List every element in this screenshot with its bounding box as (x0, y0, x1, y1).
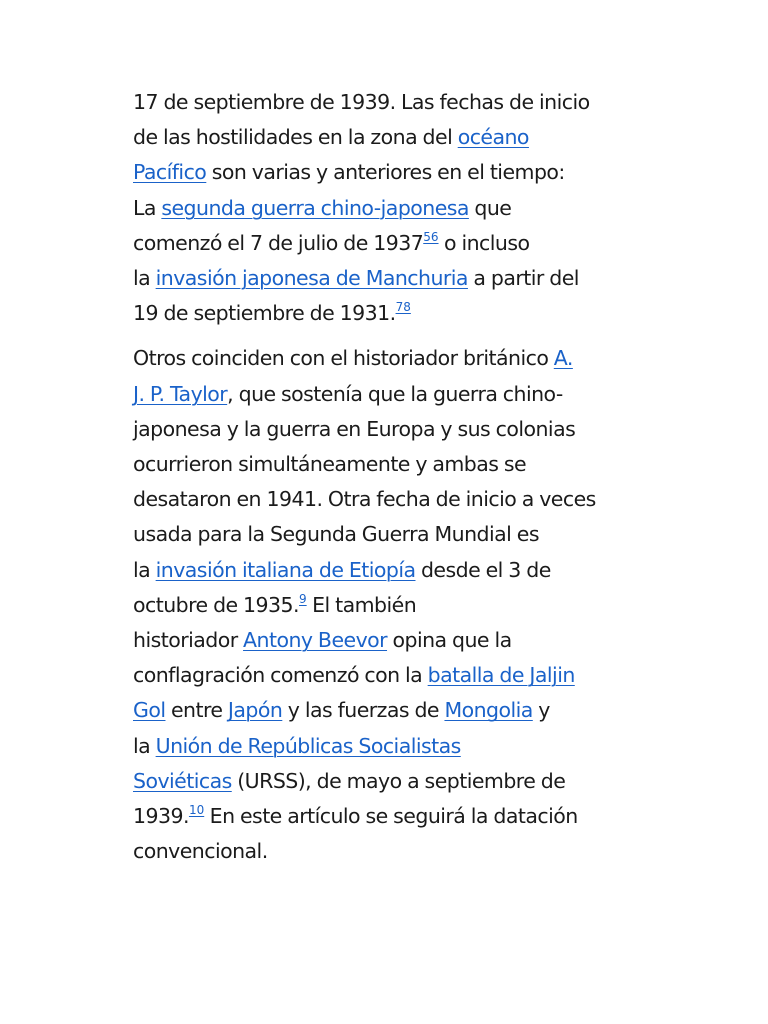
link-batalla-de-jaljin[interactable]: batalla de Jaljin (427, 663, 575, 688)
body-text: ocurrieron simultáneamente y ambas se (133, 452, 527, 477)
body-text: En este artículo se seguirá la datación (204, 804, 578, 829)
body-text: opina que la (387, 628, 512, 653)
link-oceano[interactable]: océano (457, 125, 529, 150)
footnote-superscript (423, 230, 438, 244)
body-text: o incluso (438, 230, 530, 255)
body-text: (URSS), de mayo a septiembre de (231, 768, 566, 793)
body-text: 19 de septiembre de 1931. (133, 301, 396, 326)
link-mongolia[interactable]: Mongolia (444, 698, 533, 723)
body-text: y las fuerzas de (282, 698, 445, 723)
body-text: japonesa y la guerra en Europa y sus colonias (133, 416, 576, 441)
text-line (133, 834, 633, 869)
text-line (133, 588, 633, 623)
body-text: desataron en 1941. Otra fecha de inicio a veces (133, 487, 596, 512)
text-line (133, 482, 633, 517)
text-line (133, 658, 633, 693)
body-text: conflagración comenzó con la (133, 663, 428, 688)
text-line (133, 155, 633, 190)
text-line (133, 447, 633, 482)
body-text: y (532, 698, 550, 723)
body-text: a partir del (467, 266, 579, 291)
footnote-superscript (189, 803, 204, 817)
body-text: historiador (133, 628, 244, 653)
body-text: son varias y anteriores en el tiempo: (206, 160, 565, 185)
footnote-ref-9[interactable]: 9 (299, 591, 307, 606)
footnote-ref-10[interactable]: 10 (188, 803, 205, 818)
text-line (133, 191, 633, 226)
text-line (133, 296, 633, 331)
text-line (133, 226, 633, 261)
text-line (133, 729, 633, 764)
body-text: Otros coinciden con el historiador británico (133, 346, 554, 371)
footnote-ref-56[interactable]: 56 (423, 229, 439, 244)
body-text: de las hostilidades en la zona del (133, 125, 458, 150)
text-line (133, 799, 633, 834)
text-line (133, 623, 633, 658)
link-sovieticas[interactable]: Soviéticas (133, 768, 232, 793)
footnote-superscript (396, 300, 411, 314)
footnote-superscript (299, 592, 307, 606)
footnote-ref-78[interactable]: 78 (395, 300, 411, 315)
body-text: la (133, 266, 156, 291)
link-gol[interactable]: Gol (133, 698, 166, 723)
link-antony-beevor[interactable]: Antony Beevor (243, 628, 388, 653)
paragraph-start-dates (133, 85, 633, 331)
body-text: El también (306, 592, 417, 617)
body-text: convencional. (133, 839, 268, 864)
body-text: comenzó el 7 de julio de 1937 (133, 230, 424, 255)
body-text: desde el 3 de (415, 557, 551, 582)
text-line (133, 261, 633, 296)
text-line (133, 85, 633, 120)
text-line (133, 412, 633, 447)
link-japon[interactable]: Japón (227, 698, 283, 723)
body-text: octubre de 1935. (133, 592, 299, 617)
body-text: usada para la Segunda Guerra Mundial es (133, 522, 539, 547)
body-text: , que sostenía que la guerra chino- (227, 381, 563, 406)
body-text: que (468, 195, 512, 220)
text-line (133, 120, 633, 155)
body-text: la (133, 733, 156, 758)
link-a[interactable]: A. (553, 346, 573, 371)
body-text: La (133, 195, 162, 220)
body-text: entre (165, 698, 228, 723)
text-line (133, 693, 633, 728)
text-line (133, 517, 633, 552)
body-text: la (133, 557, 156, 582)
link-invasion-japonesa-de-manchuria[interactable]: invasión japonesa de Manchuria (155, 266, 468, 291)
link-invasion-italiana-de-etiopia[interactable]: invasión italiana de Etiopía (155, 557, 416, 582)
body-text: 1939. (133, 804, 189, 829)
text-line (133, 341, 633, 376)
link-segunda-guerra-chino-japonesa[interactable]: segunda guerra chino-japonesa (161, 195, 469, 220)
paragraph-historians-views (133, 341, 633, 869)
text-line (133, 553, 633, 588)
text-line (133, 764, 633, 799)
link-j-p-taylor[interactable]: J. P. Taylor (133, 381, 228, 406)
link-union-de-republicas-socialistas[interactable]: Unión de Repúblicas Socialistas (155, 733, 461, 758)
body-text: 17 de septiembre de 1939. Las fechas de inicio (133, 90, 590, 114)
text-line (133, 377, 633, 412)
document-page (133, 85, 633, 879)
link-pacifico[interactable]: Pacífico (133, 160, 207, 185)
